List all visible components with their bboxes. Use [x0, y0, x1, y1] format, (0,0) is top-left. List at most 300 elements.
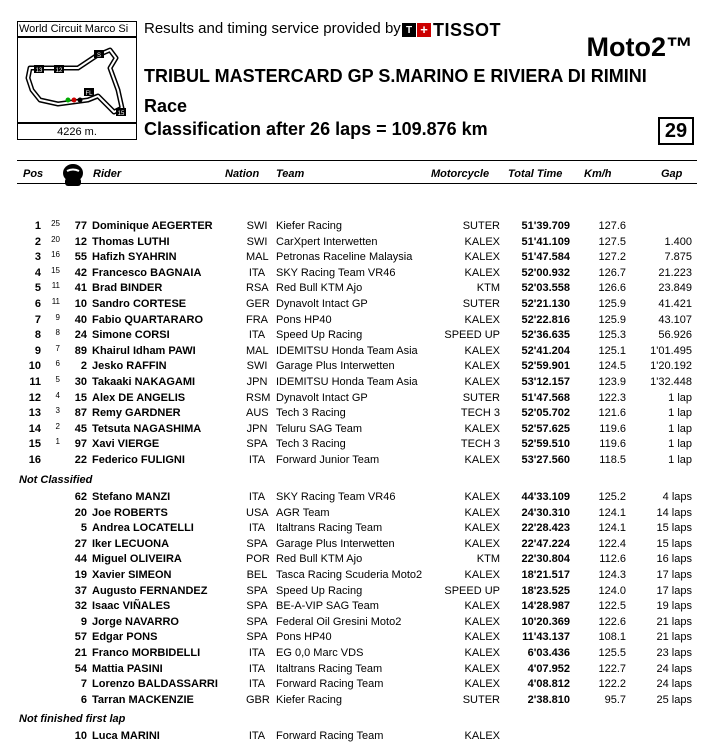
nation: SPA — [246, 537, 268, 550]
team: Italtrans Racing Team — [276, 662, 383, 675]
result-row — [0, 662, 715, 678]
motorcycle: SPEED UP — [444, 329, 500, 342]
nation: ITA — [248, 647, 266, 659]
position: 2 — [34, 235, 41, 248]
team: Speed Up Racing — [276, 584, 363, 597]
rider-number: 42 — [74, 266, 87, 279]
speed-kmh: 122.6 — [598, 615, 626, 628]
nation: ITA — [248, 522, 266, 535]
rider-name: Remy GARDNER — [92, 407, 181, 420]
total-time: 18'23.525 — [521, 584, 570, 597]
result-row — [0, 250, 715, 266]
rider-number: 5 — [80, 522, 87, 535]
rider-number: 54 — [74, 662, 87, 675]
grid-position: 16 — [51, 250, 60, 260]
speed-kmh: 125.9 — [598, 313, 626, 326]
session-name: Race — [144, 96, 188, 116]
result-row — [0, 568, 715, 584]
team: Petronas Raceline Malaysia — [276, 251, 413, 264]
speed-kmh: 124.3 — [598, 569, 626, 581]
total-time: 10'20.369 — [521, 615, 570, 628]
rider-number: 77 — [74, 220, 87, 232]
rider-name: Jorge NAVARRO — [92, 615, 179, 628]
rider-number: 20 — [74, 506, 87, 519]
position: 3 — [34, 251, 41, 264]
position: 11 — [29, 376, 41, 388]
speed-kmh: 125.3 — [598, 329, 626, 342]
rider-number: 10 — [74, 730, 87, 742]
position: 14 — [28, 422, 41, 435]
speed-kmh: 127.6 — [598, 220, 626, 232]
nation: JPN — [246, 376, 268, 388]
result-row — [0, 584, 715, 600]
position: 16 — [28, 454, 41, 466]
nation: GER — [246, 298, 270, 310]
rider-name: Jesko RAFFIN — [92, 360, 167, 373]
rider-number: 22 — [74, 454, 87, 466]
rider-number: 40 — [74, 313, 87, 326]
team: Teluru SAG Team — [276, 422, 363, 435]
gap: 21 laps — [656, 615, 692, 628]
result-row — [0, 281, 715, 297]
gap: 19 laps — [656, 600, 692, 613]
result-row — [0, 375, 715, 391]
rider-name: Stefano MANZI — [92, 491, 171, 503]
speed-kmh: 124.5 — [598, 360, 626, 373]
total-time: 52'59.901 — [521, 360, 570, 373]
motorcycle: KALEX — [464, 615, 500, 628]
speed-kmh: 122.3 — [598, 391, 626, 404]
rider-number: 27 — [74, 537, 87, 550]
motorcycle: KALEX — [464, 730, 500, 742]
total-time: 24'30.310 — [521, 506, 570, 519]
speed-kmh: 125.2 — [598, 491, 626, 503]
total-time: 51'41.109 — [521, 235, 570, 248]
team: SKY Racing Team VR46 — [276, 491, 396, 503]
motorcycle: KALEX — [464, 344, 500, 357]
motorcycle: KALEX — [464, 662, 500, 675]
nation: USA — [246, 506, 269, 519]
motorcycle: KALEX — [464, 506, 500, 519]
result-row — [0, 677, 715, 693]
nation: SWI — [246, 235, 268, 248]
team: IDEMITSU Honda Team Asia — [276, 376, 418, 388]
nation: POR — [246, 553, 270, 566]
team: Speed Up Racing — [276, 329, 363, 342]
speed-kmh: 108.1 — [598, 631, 626, 644]
nation: ITA — [248, 454, 266, 466]
rider-number: 62 — [74, 491, 87, 503]
motorcycle: KALEX — [464, 235, 500, 248]
motorcycle: KALEX — [464, 537, 500, 550]
tissot-t-icon: T — [402, 23, 416, 37]
total-time: 52'59.510 — [521, 438, 570, 451]
result-row — [0, 266, 715, 282]
gap: 4 laps — [662, 491, 692, 503]
nation: SWI — [246, 220, 268, 232]
gap: 24 laps — [656, 662, 692, 675]
rider-number: 19 — [74, 569, 87, 581]
total-time: 2'38.810 — [527, 693, 570, 706]
team: EG 0,0 Marc VDS — [276, 647, 364, 659]
rider-number: 44 — [74, 553, 87, 566]
rider-name: Khairul Idham PAWI — [92, 344, 196, 357]
rider-name: Tarran MACKENZIE — [92, 693, 194, 706]
result-row — [0, 552, 715, 568]
result-row — [0, 615, 715, 631]
rider-number: 24 — [74, 329, 87, 342]
rider-name: Iker LECUONA — [92, 537, 170, 550]
track-label-13: 13 — [35, 68, 43, 74]
position: 9 — [34, 344, 41, 357]
result-row — [0, 235, 715, 251]
team: Garage Plus Interwetten — [276, 537, 395, 550]
gap: 1'32.448 — [650, 376, 692, 388]
team: Dynavolt Intact GP — [276, 298, 368, 310]
event-title: TRIBUL MASTERCARD GP S.MARINO E RIVIERA DI RIMINI — [144, 66, 647, 86]
col-header-team: Team — [276, 168, 305, 180]
rider-name: Tetsuta NAGASHIMA — [92, 422, 202, 435]
rider-name: Simone CORSI — [92, 329, 170, 342]
speed-kmh: 124.0 — [598, 584, 626, 597]
gap: 16 laps — [656, 553, 692, 566]
total-time: 52'05.702 — [521, 407, 570, 420]
nation: RSM — [246, 391, 271, 404]
nation: JPN — [246, 422, 268, 435]
motorcycle: KALEX — [464, 491, 500, 503]
speed-kmh: 122.5 — [598, 600, 626, 613]
rider-name: Fabio QUARTARARO — [92, 313, 204, 326]
nation: SPA — [246, 631, 268, 644]
motorcycle: KALEX — [464, 313, 500, 326]
result-row — [0, 693, 715, 709]
nation: BEL — [246, 569, 268, 581]
nation: MAL — [246, 251, 269, 264]
rider-name: Xavier SIMEON — [92, 569, 172, 581]
gap: 21 laps — [656, 631, 692, 644]
total-time: 53'27.560 — [521, 454, 570, 466]
position: 15 — [28, 438, 41, 451]
position: 5 — [34, 282, 41, 295]
rider-number: 55 — [74, 251, 87, 264]
nation: MAL — [246, 344, 269, 357]
result-row — [0, 219, 715, 235]
track-label-12: 12 — [55, 68, 63, 74]
total-time: 52'21.130 — [521, 298, 570, 310]
speed-kmh: 118.5 — [599, 454, 626, 466]
rider-number: 30 — [74, 376, 87, 388]
sector-dot-red-icon — [72, 98, 77, 103]
rider-name: Augusto FERNANDEZ — [92, 584, 208, 597]
col-header-nation: Nation — [225, 168, 260, 180]
team: Federal Oil Gresini Moto2 — [276, 615, 402, 628]
team: Dynavolt Intact GP — [276, 391, 368, 404]
speed-kmh: 124.1 — [598, 506, 626, 519]
rider-name: Edgar PONS — [92, 631, 158, 644]
total-time: 11'43.137 — [522, 631, 570, 644]
result-row — [0, 453, 715, 469]
track-label-s: S — [96, 53, 102, 59]
position: 4 — [34, 266, 41, 279]
col-header-pos: Pos — [23, 168, 44, 180]
result-row — [0, 646, 715, 662]
section-not-classified: Not Classified — [19, 474, 93, 486]
motorcycle: KALEX — [464, 251, 500, 264]
total-time: 4'08.812 — [527, 678, 570, 691]
rider-number: 6 — [80, 693, 87, 706]
col-header-kmh: Km/h — [584, 168, 612, 180]
gap: 1 lap — [668, 438, 692, 451]
motorcycle: KALEX — [464, 454, 500, 466]
speed-kmh: 123.9 — [598, 376, 626, 388]
motorcycle: KALEX — [464, 569, 500, 581]
motorcycle: KALEX — [464, 422, 500, 435]
col-header-motorcycle: Motorcycle — [431, 168, 490, 180]
motorcycle: SUTER — [462, 391, 500, 404]
rider-name: Miguel OLIVEIRA — [92, 553, 182, 566]
speed-kmh: 125.1 — [598, 344, 626, 357]
total-time: 52'36.635 — [521, 329, 570, 342]
rider-name: Andrea LOCATELLI — [92, 522, 194, 535]
total-time: 22'47.224 — [521, 537, 570, 550]
position: 13 — [28, 407, 41, 420]
team: CarXpert Interwetten — [276, 235, 378, 248]
rider-number: 87 — [74, 407, 87, 420]
rider-name: Hafizh SYAHRIN — [92, 251, 177, 264]
total-time: 51'47.568 — [521, 391, 570, 404]
total-time: 51'39.709 — [521, 220, 570, 232]
speed-kmh: 122.7 — [598, 662, 626, 675]
team: AGR Team — [276, 506, 330, 519]
total-time: 22'30.804 — [521, 553, 570, 566]
result-row — [0, 313, 715, 329]
speed-kmh: 126.7 — [598, 266, 626, 279]
rider-number: 12 — [74, 235, 87, 248]
motorcycle: KALEX — [464, 678, 500, 691]
motorcycle: TECH 3 — [460, 438, 500, 451]
tissot-wordmark: TISSOT — [433, 19, 502, 40]
speed-kmh: 122.2 — [598, 678, 626, 691]
speed-kmh: 124.1 — [598, 522, 626, 535]
result-row — [0, 437, 715, 453]
page-number: 29 — [658, 117, 694, 145]
provider-text: Results and timing service provided by — [144, 20, 401, 37]
gap: 17 laps — [656, 569, 692, 581]
result-row — [0, 537, 715, 553]
rider-name: Lorenzo BALDASSARRI — [92, 678, 218, 691]
motorcycle: SUTER — [462, 298, 500, 310]
swiss-cross-icon: + — [417, 23, 431, 37]
track-label-15: 15 — [117, 111, 125, 117]
motorcycle: KALEX — [464, 360, 500, 373]
team: Pons HP40 — [276, 313, 332, 326]
motorcycle: KALEX — [464, 647, 500, 659]
sector-dot-green-icon — [66, 98, 71, 103]
rider-name: Dominique AEGERTER — [92, 220, 213, 232]
nation: SPA — [246, 584, 268, 597]
header-divider-bottom — [17, 183, 697, 184]
gap: 23.849 — [658, 282, 692, 295]
gap: 23 laps — [656, 647, 692, 659]
tissot-logo — [402, 21, 501, 39]
rider-number: 21 — [74, 647, 87, 659]
result-row — [0, 328, 715, 344]
gap: 21.223 — [658, 266, 692, 279]
rider-name: Xavi VIERGE — [92, 438, 160, 451]
grid-position: 9 — [55, 312, 60, 322]
total-time: 14'28.987 — [521, 600, 570, 613]
gap: 15 laps — [656, 537, 692, 550]
team: Pons HP40 — [276, 631, 332, 644]
nation: ITA — [248, 662, 266, 675]
rider-name: Federico FULIGNI — [92, 454, 185, 466]
nation: SWI — [246, 360, 268, 373]
nation: ITA — [248, 491, 266, 503]
motorcycle: KALEX — [464, 600, 500, 613]
position: 1 — [34, 220, 41, 232]
total-time: 52'41.204 — [521, 344, 570, 357]
team: Kiefer Racing — [276, 220, 343, 232]
grid-position: 4 — [55, 390, 60, 400]
track-layout-icon — [18, 38, 136, 122]
result-row — [0, 344, 715, 360]
team: Garage Plus Interwetten — [276, 360, 395, 373]
total-time: 22'28.423 — [521, 522, 570, 535]
gap: 24 laps — [656, 678, 692, 691]
result-row — [0, 729, 715, 745]
category-title: Moto2™ — [586, 32, 693, 62]
rider-name: Joe ROBERTS — [92, 506, 168, 519]
nation: ITA — [248, 266, 266, 279]
motorcycle: SUTER — [462, 693, 500, 706]
track-map — [17, 37, 137, 123]
gap: 1'20.192 — [650, 360, 692, 373]
grid-position: 7 — [55, 343, 60, 353]
gap: 1.400 — [664, 235, 692, 248]
team: Forward Junior Team — [276, 454, 380, 466]
motorcycle: SUTER — [462, 220, 500, 232]
team: IDEMITSU Honda Team Asia — [276, 344, 418, 357]
col-header-rider: Rider — [93, 168, 122, 180]
gap: 41.421 — [658, 298, 692, 310]
nation: AUS — [246, 407, 269, 420]
speed-kmh: 127.5 — [598, 235, 626, 248]
speed-kmh: 126.6 — [598, 282, 626, 295]
grid-position: 5 — [55, 375, 60, 384]
position: 6 — [34, 298, 41, 310]
nation: RSA — [246, 282, 269, 295]
total-time: 52'22.816 — [521, 313, 570, 326]
nation: ITA — [248, 329, 266, 342]
total-time: 52'03.558 — [521, 282, 570, 295]
rider-number: 37 — [74, 584, 87, 597]
gap: 43.107 — [658, 313, 692, 326]
grid-position: 2 — [55, 421, 60, 431]
rider-name: Thomas LUTHI — [92, 235, 170, 248]
total-time: 44'33.109 — [521, 491, 570, 503]
nation: SPA — [246, 615, 268, 628]
position: 12 — [28, 391, 41, 404]
speed-kmh: 119.6 — [599, 422, 626, 435]
result-row — [0, 490, 715, 506]
speed-kmh: 125.9 — [598, 298, 626, 310]
total-time: 6'03.436 — [527, 647, 570, 659]
section-not-finished-first-lap: Not finished first lap — [19, 713, 126, 725]
grid-position: 25 — [51, 219, 60, 228]
gap: 1'01.495 — [650, 344, 692, 357]
rider-name: Franco MORBIDELLI — [92, 647, 201, 659]
total-time: 52'00.932 — [521, 266, 570, 279]
motorcycle: KTM — [476, 282, 500, 295]
header-divider-top — [17, 160, 697, 161]
team: Italtrans Racing Team — [276, 522, 383, 535]
nation: GBR — [246, 693, 270, 706]
team: Red Bull KTM Ajo — [276, 553, 363, 566]
position: 10 — [28, 360, 41, 373]
rider-number: 41 — [74, 282, 87, 295]
team: Tasca Racing Scuderia Moto2 — [276, 569, 423, 581]
gap: 1 lap — [668, 407, 692, 420]
speed-kmh: 95.7 — [604, 693, 626, 706]
gap: 15 laps — [656, 522, 692, 535]
grid-position: 6 — [55, 359, 60, 369]
team: Red Bull KTM Ajo — [276, 282, 363, 295]
rider-number: 2 — [80, 360, 87, 373]
rider-name: Mattia PASINI — [92, 662, 163, 675]
gap: 14 laps — [656, 506, 692, 519]
rider-name: Luca MARINI — [92, 730, 160, 742]
rider-number: 10 — [74, 298, 87, 310]
result-row — [0, 521, 715, 537]
nation: ITA — [248, 678, 266, 691]
gap: 56.926 — [658, 329, 692, 342]
result-row — [0, 391, 715, 407]
motorcycle: KALEX — [464, 631, 500, 644]
rider-number: 9 — [80, 615, 87, 628]
rider-number: 45 — [74, 422, 87, 435]
gap: 7.875 — [664, 251, 692, 264]
motorcycle: KALEX — [464, 266, 500, 279]
gap: 25 laps — [656, 693, 692, 706]
speed-kmh: 122.4 — [598, 537, 626, 550]
rider-name: Sandro CORTESE — [92, 298, 187, 310]
rider-name: Takaaki NAKAGAMI — [92, 376, 196, 388]
result-row — [0, 406, 715, 422]
result-row — [0, 506, 715, 522]
grid-position: 1 — [55, 437, 60, 447]
rider-number: 89 — [74, 344, 87, 357]
team: Kiefer Racing — [276, 693, 343, 706]
nation: SPA — [246, 438, 268, 451]
rider-number: 97 — [74, 438, 87, 451]
result-row — [0, 422, 715, 438]
motorcycle: KTM — [476, 553, 500, 566]
gap: 1 lap — [668, 422, 692, 435]
result-row — [0, 297, 715, 313]
gap: 1 lap — [668, 391, 692, 404]
sector-dot-black-icon — [78, 98, 83, 103]
team: Tech 3 Racing — [276, 438, 346, 451]
rider-name: Alex DE ANGELIS — [92, 391, 186, 404]
team: Forward Racing Team — [276, 678, 384, 691]
speed-kmh: 119.6 — [599, 438, 626, 451]
rider-name: Brad BINDER — [92, 282, 163, 295]
nation: ITA — [248, 730, 266, 742]
grid-position: 11 — [51, 297, 60, 306]
grid-position: 8 — [55, 328, 60, 338]
grid-position: 11 — [51, 281, 60, 291]
total-time: 53'12.157 — [521, 376, 570, 388]
